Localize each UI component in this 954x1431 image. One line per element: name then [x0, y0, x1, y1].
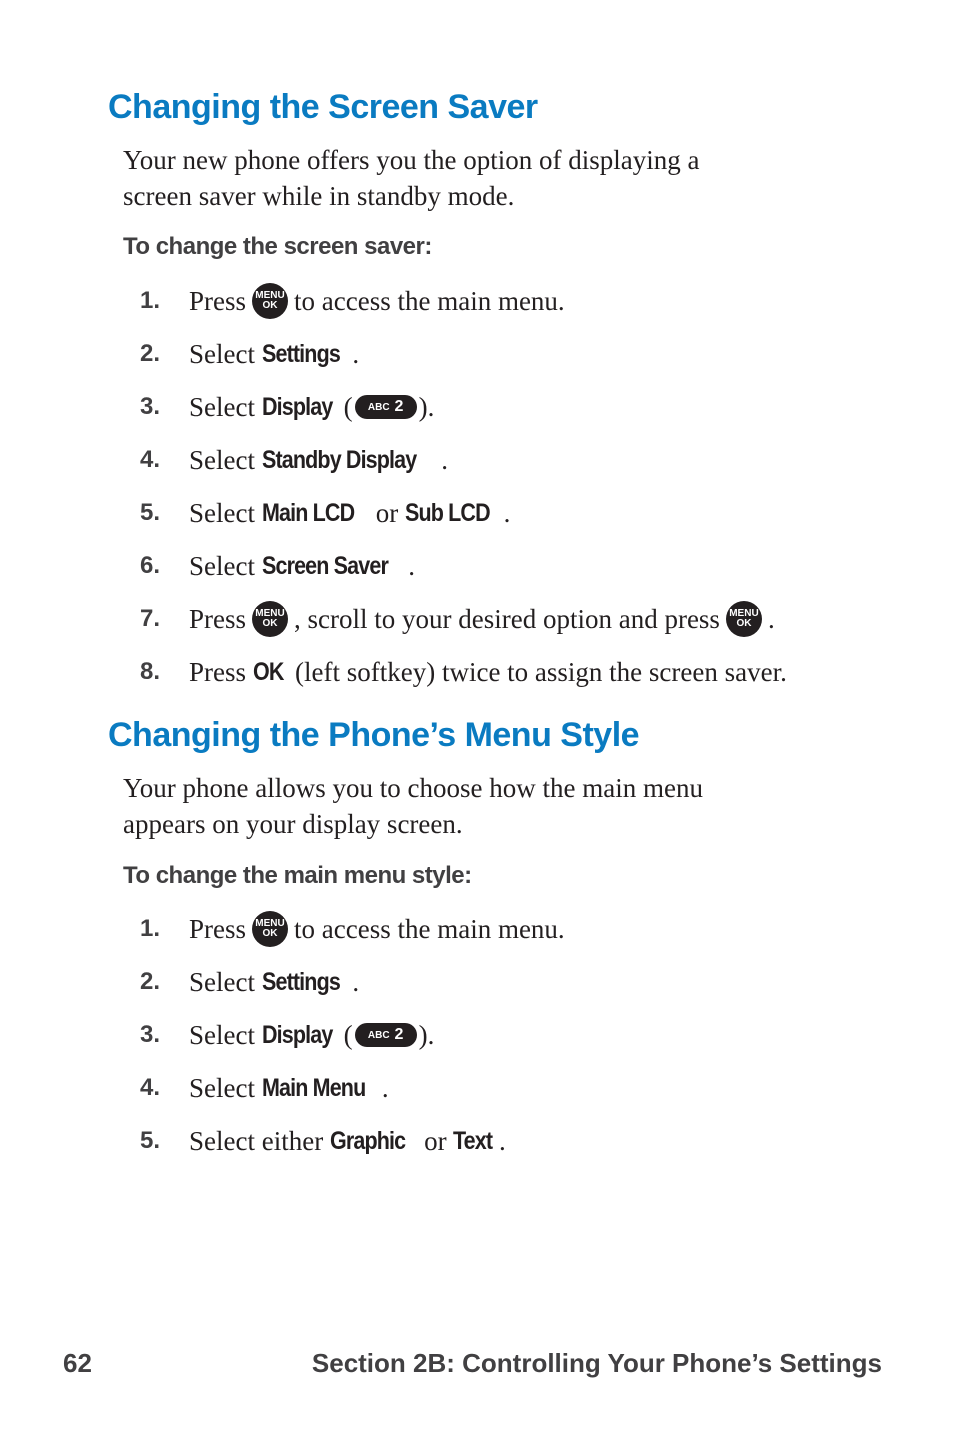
menu-option-label: Text [453, 1126, 493, 1155]
section-title-screen-saver: Changing the Screen Saver [108, 88, 538, 126]
step-item: 7. Press MENU OK , scroll to your desired option and press MENU OK . [140, 601, 775, 637]
menu-option-label: Display [261, 1020, 333, 1049]
abc-2-key-icon: ABC 2 [355, 395, 417, 419]
abc-2-key-icon: ABC 2 [355, 1023, 417, 1047]
step-item: 4. Select Standby Display . [140, 444, 448, 475]
step-item: 3. Select Display ( ABC 2 ). [140, 391, 435, 422]
step-number: 6. [140, 552, 161, 579]
step-number: 7. [140, 605, 161, 632]
step-number: 8. [140, 658, 161, 685]
intro-paragraph: Your new phone offers you the option of displaying a screen saver while in standby mode. [123, 145, 700, 211]
menu-option-label: Screen Saver [261, 551, 388, 580]
step-number: 3. [140, 1021, 161, 1048]
step-item: 6. Select Screen Saver . [140, 550, 415, 581]
menu-option-label: Sub LCD [405, 498, 490, 527]
step-number: 5. [140, 499, 161, 526]
step-number: 4. [140, 446, 161, 473]
step-item: 2. Select Settings . [140, 966, 360, 997]
step-item: 5. Select Main LCD or Sub LCD . [140, 497, 511, 528]
menu-option-label: Settings [261, 967, 340, 996]
step-item: 1. Press MENU OK to access the main menu. [140, 911, 565, 947]
menu-option-label: Graphic [329, 1126, 406, 1155]
page-number: 62 [63, 1348, 92, 1378]
menu-ok-key-icon: MENU OK [726, 601, 762, 637]
step-number: 1. [140, 915, 161, 942]
menu-option-label: Display [261, 392, 333, 421]
intro-paragraph: Your phone allows you to choose how the main menu appears on your display screen. [123, 773, 703, 839]
step-number: 5. [140, 1127, 161, 1154]
subheading: To change the screen saver: [123, 233, 432, 260]
step-item: 3. Select Display ( ABC 2 ). [140, 1019, 435, 1050]
subheading: To change the main menu style: [123, 862, 472, 889]
softkey-label: OK [252, 657, 284, 686]
menu-option-label: Main LCD [261, 498, 354, 527]
step-number: 3. [140, 393, 161, 420]
menu-ok-key-icon: MENU OK [252, 911, 288, 947]
step-item: 4. Select Main Menu . [140, 1072, 389, 1103]
footer-section-title: Section 2B: Controlling Your Phone’s Settings [311, 1348, 882, 1378]
step-number: 4. [140, 1074, 161, 1101]
menu-ok-key-icon: MENU OK [252, 283, 288, 319]
step-item: 5. Select either Graphic or Text . [140, 1125, 506, 1156]
step-item: 2. Select Settings . [140, 338, 360, 369]
step-item: 1. Press MENU OK to access the main menu. [140, 283, 565, 319]
step-number: 1. [140, 287, 161, 314]
menu-option-label: Main Menu [261, 1073, 366, 1102]
menu-option-label: Settings [261, 339, 340, 368]
step-number: 2. [140, 340, 161, 367]
menu-option-label: Standby Display [261, 445, 417, 474]
menu-ok-key-icon: MENU OK [252, 601, 288, 637]
section-title-menu-style: Changing the Phone’s Menu Style [108, 716, 640, 754]
step-item: 8. Press OK (left softkey) twice to assign the screen saver. [140, 656, 787, 687]
step-number: 2. [140, 968, 161, 995]
